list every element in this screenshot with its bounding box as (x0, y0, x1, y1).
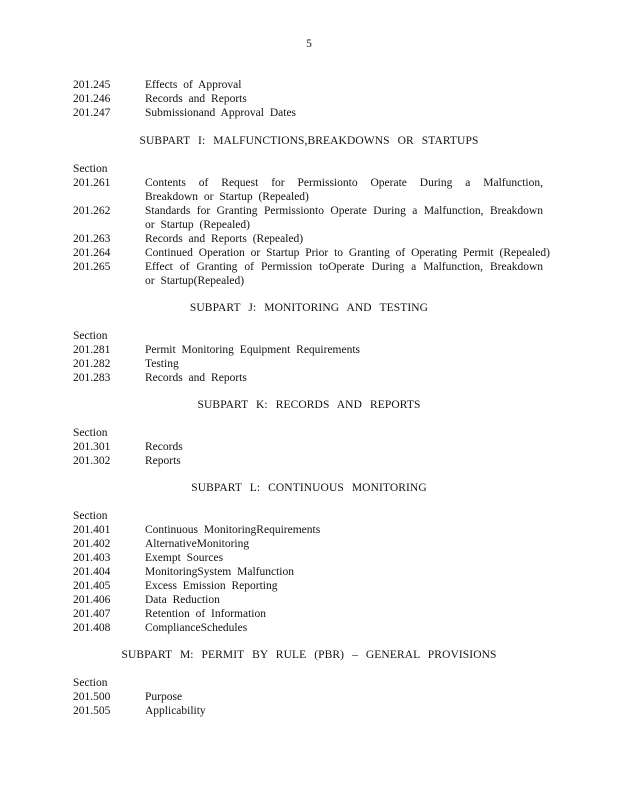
section-number: 201.283 (73, 372, 111, 384)
section-title: Records and Reports (145, 372, 247, 384)
section-label: Section (73, 510, 108, 522)
toc-entry (73, 565, 543, 579)
toc-entry (73, 246, 550, 260)
toc-entry (73, 92, 543, 106)
toc-entry (73, 106, 543, 120)
section-title: Data Reduction (145, 594, 220, 606)
section-label: Section (73, 163, 108, 175)
toc-entry (73, 523, 543, 537)
section-number: 201.263 (73, 233, 111, 245)
section-title: Continuous MonitoringRequirements (145, 524, 321, 536)
toc-entry (73, 343, 543, 357)
subpart-l-entries (73, 509, 543, 635)
toc-entry (73, 204, 543, 232)
toc-entry (73, 454, 543, 468)
section-title: Effect of Granting of Permission toOperate During a Malfunction, Breakdown or Startup(Repealed) (145, 261, 543, 287)
section-number: 201.247 (73, 107, 111, 119)
toc-entry (73, 551, 543, 565)
section-number: 201.408 (73, 622, 111, 634)
section-number: 201.282 (73, 358, 111, 370)
toc-entry (73, 440, 543, 454)
section-number: 201.403 (73, 552, 111, 564)
section-title: Purpose (145, 691, 183, 703)
section-number: 201.402 (73, 538, 111, 550)
toc-entry (73, 690, 543, 704)
section-number: 201.301 (73, 441, 111, 453)
section-number: 201.264 (73, 247, 111, 259)
section-title: ComplianceSchedules (145, 622, 248, 634)
subpart-m-heading: SUBPART M: PERMIT BY RULE (PBR) – GENERAL PROVISIONS (121, 649, 497, 661)
toc-entry (73, 260, 543, 288)
page-number: 5 (306, 38, 312, 50)
section-title: Standards for Granting Permissionto Operate During a Malfunction, Breakdown or Startup (Repealed) (145, 205, 543, 231)
section-number: 201.262 (73, 205, 111, 217)
section-title: Exempt Sources (145, 552, 224, 564)
subpart-k-heading: SUBPART K: RECORDS AND REPORTS (197, 399, 421, 411)
toc-entry (73, 593, 543, 607)
toc-entry (73, 579, 543, 593)
section-title: Excess Emission Reporting (145, 580, 278, 592)
toc-entry (73, 621, 543, 635)
section-title: Continued Operation or Startup Prior to Granting of Operating Permit (Repealed) (145, 247, 550, 259)
toc-entry (73, 537, 543, 551)
subpart-k-entries (73, 426, 543, 468)
subpart-i-entries (73, 162, 550, 288)
toc-entry (73, 176, 543, 204)
section-title: Contents of Request for Permissionto Operate During a Malfunction, Breakdown or Startup (Repealed) (145, 177, 543, 203)
section-number: 201.404 (73, 566, 111, 578)
section-number: 201.407 (73, 608, 111, 620)
section-number: 201.265 (73, 261, 111, 273)
subpart-i-heading: SUBPART I: MALFUNCTIONS,BREAKDOWNS OR STARTUPS (139, 135, 479, 147)
subpart-j-heading: SUBPART J: MONITORING AND TESTING (189, 302, 429, 314)
toc-entry (73, 371, 543, 385)
section-title: Testing (145, 358, 179, 370)
section-title: Records and Reports (Repealed) (145, 233, 304, 245)
toc-entry (73, 78, 543, 92)
toc-entry (73, 232, 543, 246)
section-number: 201.406 (73, 594, 111, 606)
section-title: AlternativeMonitoring (145, 538, 250, 550)
section-label: Section (73, 330, 108, 342)
section-number: 201.405 (73, 580, 111, 592)
section-number: 201.401 (73, 524, 111, 536)
section-number: 201.302 (73, 455, 111, 467)
section-number: 201.281 (73, 344, 111, 356)
section-label: Section (73, 677, 108, 689)
toc-entry (73, 607, 543, 621)
section-title: Records and Reports (145, 93, 247, 105)
subpart-l-heading: SUBPART L: CONTINUOUS MONITORING (191, 482, 427, 494)
subpart-m-entries (73, 676, 543, 718)
section-title: Applicability (145, 705, 206, 717)
section-number: 201.505 (73, 705, 111, 717)
section-title: MonitoringSystem Malfunction (145, 566, 294, 578)
section-number: 201.261 (73, 177, 111, 189)
section-number: 201.500 (73, 691, 111, 703)
section-number: 201.245 (73, 79, 111, 91)
section-title: Reports (145, 455, 181, 467)
subpart-j-entries (73, 329, 543, 385)
section-title: Records (145, 441, 183, 453)
entries-top (73, 78, 543, 120)
section-title: Effects of Approval (145, 79, 242, 91)
section-title: Submissionand Approval Dates (145, 107, 297, 119)
section-number: 201.246 (73, 93, 111, 105)
section-label: Section (73, 427, 108, 439)
section-title: Permit Monitoring Equipment Requirements (145, 344, 361, 356)
toc-entry (73, 704, 543, 718)
toc-entry (73, 357, 543, 371)
section-title: Retention of Information (145, 608, 266, 620)
